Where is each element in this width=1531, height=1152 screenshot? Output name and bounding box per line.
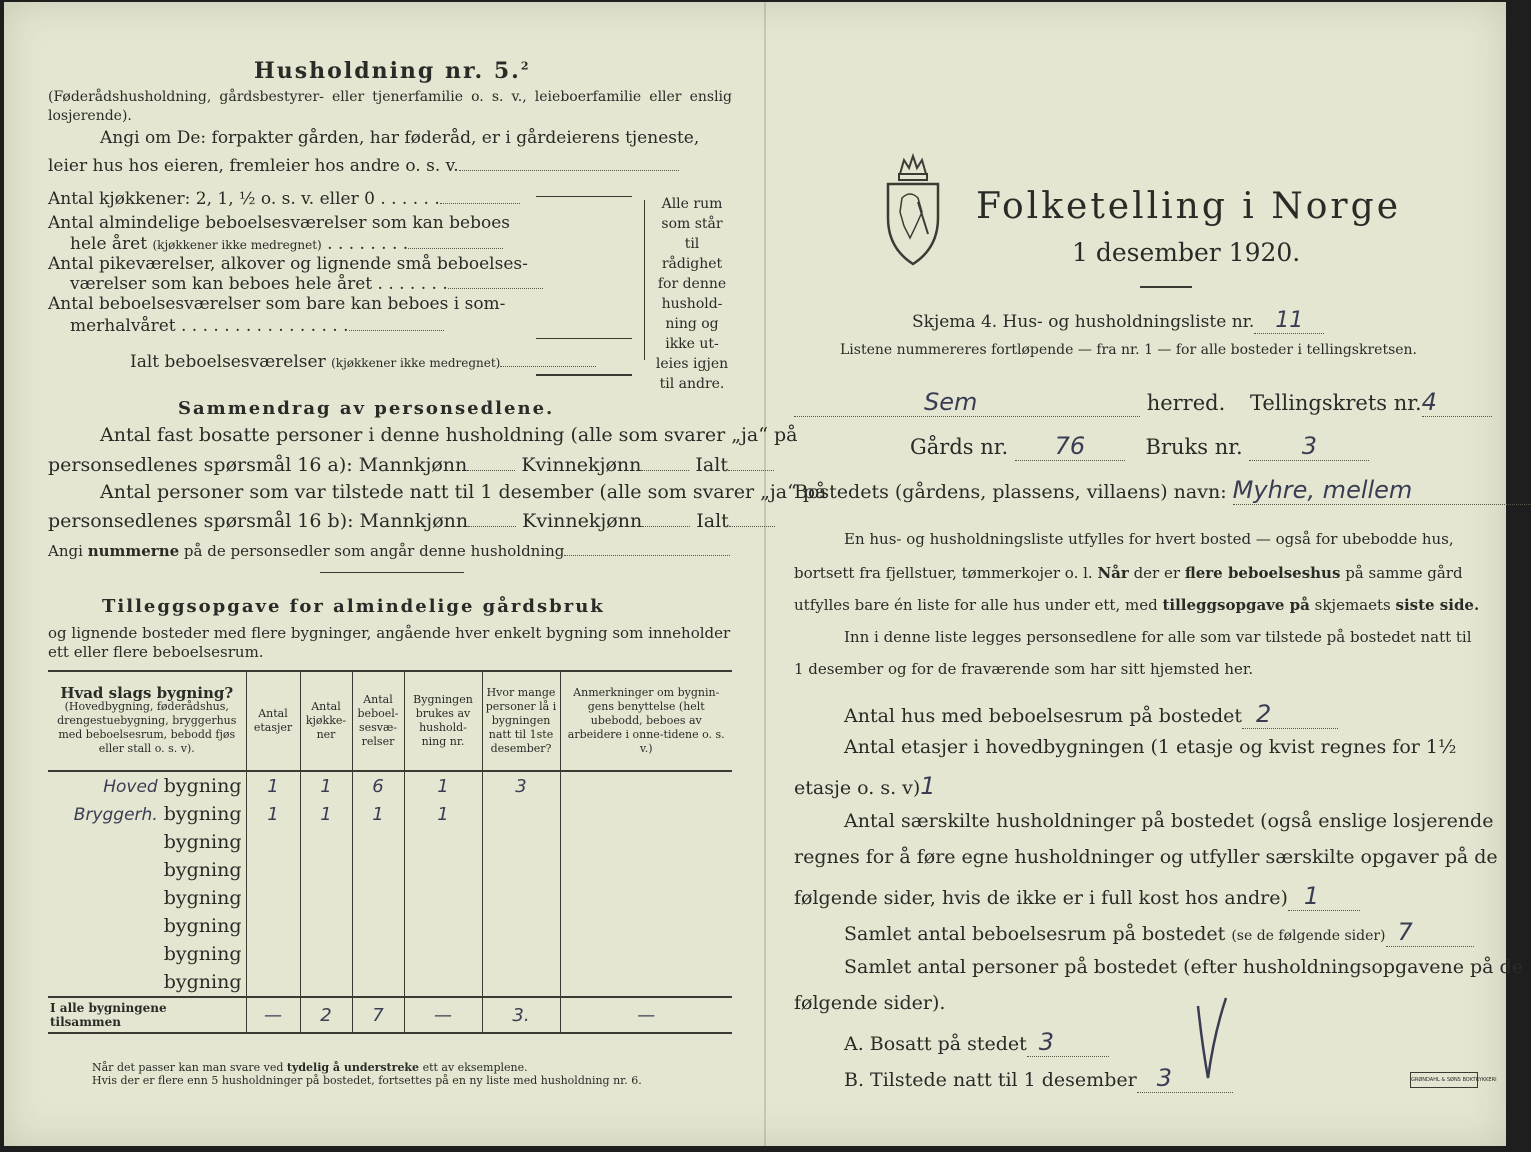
angi-nummerne-line <box>48 542 730 560</box>
bruks-value: 3 <box>1301 432 1317 460</box>
anmerkninger-cell[interactable] <box>560 800 732 828</box>
angi-answer-line[interactable] <box>459 170 679 171</box>
building-label: bygning <box>163 831 242 853</box>
col-vaerelser: Antal beboel-sesvæ-relser <box>352 671 404 771</box>
side-note-line: som står til <box>661 216 723 252</box>
etasjer-cell[interactable] <box>246 912 300 940</box>
anmerkninger-cell[interactable] <box>560 828 732 856</box>
side-note-line: til andre. <box>659 376 725 392</box>
col-type-note: (Hovedbygning, føderådshus, drengestuebygning, bryggerhus med beboelsesrum, bebodd fjøs eller stall o. s. v). <box>57 700 237 755</box>
building-label: bygning <box>163 859 242 881</box>
anmerkninger-cell[interactable] <box>560 771 732 800</box>
angi-line-1: Angi om De: forpakter gården, har føderåd, er i gårdeierens tjeneste, <box>100 128 700 148</box>
bosatt-line <box>844 1028 1109 1057</box>
para1-line3-d: siste side. <box>1395 596 1480 614</box>
para1-line3-b: tilleggsopgave på <box>1162 596 1310 614</box>
total-kjokkener[interactable]: 2 <box>300 997 352 1033</box>
printer-stamp: GRØNDAHL & SØNS BOKTRYKKERI <box>1410 1072 1478 1088</box>
skjema-line <box>912 308 1324 334</box>
tellingskrets-field[interactable] <box>1422 388 1492 417</box>
personer-cell[interactable] <box>482 856 560 884</box>
hus-value: 2 <box>1256 700 1272 728</box>
husholdninger-line-1: Antal særskilte husholdninger på bostedet (også enslige losjerende <box>844 810 1494 832</box>
husholdninger-value: 1 <box>1303 882 1320 910</box>
section-divider <box>320 572 464 573</box>
anmerkninger-cell[interactable] <box>560 968 732 997</box>
etasjer-line-1: Antal etasjer i hovedbygningen (1 etasje og kvist regnes for 1½ <box>844 736 1457 758</box>
building-type-cell[interactable] <box>48 940 246 968</box>
brukes-cell[interactable] <box>404 940 482 968</box>
footnote-1-bold: tydelig å understreke <box>286 1061 420 1074</box>
total-anmerkninger[interactable]: — <box>560 997 732 1033</box>
side-note-line: hushold- <box>661 296 723 312</box>
vaerelser-cell[interactable] <box>352 912 404 940</box>
summary-a-ialt-label: Ialt <box>695 454 728 476</box>
kjokkener-cell[interactable] <box>300 940 352 968</box>
samlet-rum-label: Samlet antal beboelsesrum på bostedet <box>844 923 1226 945</box>
col-type-title: Hvad slags bygning? <box>60 684 234 702</box>
col-etasjer: Antal etasjer <box>246 671 300 771</box>
anmerkninger-cell[interactable] <box>560 856 732 884</box>
brukes-cell[interactable] <box>404 884 482 912</box>
building-name: Bryggerh. <box>73 805 158 825</box>
census-form-sheet <box>4 2 1523 1146</box>
household-title <box>254 58 530 84</box>
rooms-line-2b <box>70 274 543 294</box>
rooms-line-3b <box>70 316 444 336</box>
vaerelser-cell[interactable] <box>352 940 404 968</box>
kitchen-answer-line[interactable] <box>440 203 520 204</box>
etasjer-cell[interactable] <box>246 940 300 968</box>
rooms-rule-top <box>536 196 632 197</box>
para2-line1: Inn i denne liste legges personsedlene for alle som var tilstede på bostedet natt til <box>844 628 1472 646</box>
husholdninger-field[interactable] <box>1288 882 1360 911</box>
building-row <box>48 771 732 800</box>
husholdninger-label: følgende sider, hvis de ikke er i full kost hos andre) <box>794 887 1288 909</box>
samlet-personer-line-1: Samlet antal personer på bostedet (efter husholdningsopgavene på de <box>844 956 1523 978</box>
angi-line-2 <box>48 156 679 176</box>
bosted-line <box>794 476 1531 505</box>
side-note-line: ikke ut- <box>665 336 719 352</box>
building-row <box>48 968 732 997</box>
angi-nummerne-pre: Angi <box>48 542 83 560</box>
tillegg-title: Tilleggsopgave for almindelige gårdsbruk <box>102 596 605 617</box>
etasjer-label: etasje o. s. v) <box>794 777 921 799</box>
para1-line3-a: utfylles bare én liste for alle hus under ett, med <box>794 596 1158 614</box>
building-type-cell[interactable] <box>48 800 246 828</box>
husholdninger-line-2: regnes for å føre egne husholdninger og utfyller særskilte opgaver på de <box>794 846 1498 868</box>
personer-cell[interactable]: 3 <box>482 771 560 800</box>
side-note-line: rådighet <box>661 256 723 272</box>
rooms-2-answer-line[interactable] <box>448 288 543 289</box>
angi-nummerne-field[interactable] <box>564 555 730 556</box>
para1-line3 <box>794 596 1479 614</box>
side-note-line: ning og <box>665 316 719 332</box>
building-label: bygning <box>163 887 242 909</box>
building-type-cell[interactable] <box>48 771 246 800</box>
total-vaerelser[interactable]: 7 <box>352 997 404 1033</box>
samlet-rum-line <box>844 918 1474 947</box>
herred-line <box>794 388 1492 417</box>
bruks-field[interactable] <box>1249 432 1369 461</box>
angi-nummerne-bold: nummerne <box>87 542 180 560</box>
rooms-line-1a: Antal almindelige beboelsesværelser som kan beboes <box>48 213 510 233</box>
building-row <box>48 828 732 856</box>
gards-value: 76 <box>1054 432 1086 460</box>
angi-nummerne-post: på de personsedler som angår denne husholdning <box>183 542 565 560</box>
summary-a-kvinne-field[interactable] <box>641 470 689 471</box>
summary-a-kvinne-label: Kvinnekjønn <box>521 454 642 476</box>
summary-b-mann-field[interactable] <box>468 526 516 527</box>
para1-line2-b: Når <box>1097 564 1129 582</box>
rooms-line-1b-text: hele året <box>70 234 148 254</box>
total-label: I alle bygningene tilsammen <box>50 1001 167 1029</box>
personer-cell[interactable] <box>482 940 560 968</box>
para1-line2-a: bortsett fra fjellstuer, tømmerkojer o. l. <box>794 564 1093 582</box>
summary-b-line-1: Antal personer som var tilstede natt til 1 desember (alle som svarer „ja“ på <box>100 481 827 503</box>
summary-b-kvinne-label: Kvinnekjønn <box>522 510 643 532</box>
summary-a-ialt-field[interactable] <box>728 470 774 471</box>
bosted-field[interactable] <box>1233 476 1531 505</box>
rooms-line-2a: Antal pikeværelser, alkover og lignende små beboelses- <box>48 254 528 274</box>
anmerkninger-cell[interactable] <box>560 912 732 940</box>
samlet-personer-line-2: følgende sider). <box>794 992 946 1014</box>
household-intro: (Føderådshusholdning, gårdsbestyrer- eller tjenerfamilie o. s. v., leieboerfamilie eller enslig losjerende). <box>48 89 732 124</box>
samlet-rum-note: (se de følgende sider) <box>1231 928 1386 944</box>
rooms-line-3a: Antal beboelsesværelser som bare kan beboes i som- <box>48 294 506 314</box>
etasjer-cell[interactable]: 1 <box>246 800 300 828</box>
vaerelser-cell[interactable]: 1 <box>352 800 404 828</box>
brukes-cell[interactable] <box>404 828 482 856</box>
footnote-1-post: ett av eksemplene. <box>422 1061 528 1074</box>
rooms-line-1b-note: (kjøkkener ikke medregnet) <box>152 238 322 252</box>
bosatt-value: 3 <box>1038 1028 1055 1056</box>
bosted-value: Myhre, mellem <box>1232 476 1413 504</box>
side-note-line: for denne <box>657 276 727 292</box>
vaerelser-cell[interactable] <box>352 828 404 856</box>
listene-note: Listene nummereres fortløpende — fra nr. 1 — for alle bosteder i tellingskretsen. <box>840 342 1418 358</box>
gards-field[interactable] <box>1015 432 1125 461</box>
footnote-1 <box>92 1061 528 1074</box>
summary-title: Sammendrag av personsedlene. <box>178 398 555 419</box>
tellingskrets-label: Tellingskrets nr. <box>1249 391 1422 415</box>
building-row <box>48 800 732 828</box>
para1-line2-d: flere beboelseshus <box>1184 564 1341 582</box>
gards-line <box>910 432 1369 461</box>
herred-label: herred. <box>1146 391 1226 415</box>
col-anmerkninger: Anmerkninger om bygnin-gens benyttelse (helt ubebodd, beboes av arbeidere i onne-tidene o. s. v.) <box>560 671 732 771</box>
building-row <box>48 884 732 912</box>
herred-value: Sem <box>924 388 978 416</box>
kitchen-line <box>48 189 520 209</box>
etasjer-cell[interactable]: 1 <box>246 771 300 800</box>
brukes-cell[interactable] <box>404 968 482 997</box>
building-label: bygning <box>163 971 242 993</box>
summary-b-text: personsedlenes spørsmål 16 b): Mannkjønn <box>48 510 469 532</box>
summary-b-ialt-field[interactable] <box>729 526 775 527</box>
summary-a-line-2 <box>48 454 774 476</box>
skjema-nr-value: 11 <box>1275 308 1304 333</box>
kjokkener-cell[interactable] <box>300 828 352 856</box>
total-rooms-rule <box>536 374 632 376</box>
etasjer-cell[interactable] <box>246 884 300 912</box>
rooms-line-1b: hele året (kjøkkener ikke medregnet) . . . . . . . . <box>70 234 503 254</box>
household-title-text: Husholdning nr. 5. <box>254 58 521 84</box>
rooms-rule-bottom <box>536 338 632 339</box>
col-brukes: Bygningen brukes av hushold-ning nr. <box>404 671 482 771</box>
anmerkninger-cell[interactable] <box>560 940 732 968</box>
building-table <box>48 670 732 1034</box>
rooms-3-answer-line[interactable] <box>349 330 444 331</box>
building-label: bygning <box>163 943 242 965</box>
vaerelser-cell[interactable]: 6 <box>352 771 404 800</box>
etasjer-cell[interactable] <box>246 968 300 997</box>
total-rooms-text: Ialt beboelsesværelser <box>130 352 326 372</box>
kjokkener-cell[interactable] <box>300 968 352 997</box>
kjokkener-cell[interactable]: 1 <box>300 771 352 800</box>
brukes-cell[interactable] <box>404 856 482 884</box>
building-row <box>48 912 732 940</box>
brukes-cell[interactable]: 1 <box>404 800 482 828</box>
brukes-cell[interactable] <box>404 912 482 940</box>
building-type-cell[interactable] <box>48 884 246 912</box>
building-type-cell[interactable] <box>48 912 246 940</box>
kitchen-text: Antal kjøkkener: 2, 1, ½ o. s. v. eller 0 . . . . . . <box>48 189 440 209</box>
side-note-line: Alle rum <box>661 196 723 212</box>
building-row <box>48 856 732 884</box>
building-type-cell[interactable] <box>48 828 246 856</box>
hus-line <box>844 700 1338 729</box>
tellingskrets-value: 4 <box>1421 388 1437 416</box>
samlet-rum-value: 7 <box>1397 918 1413 946</box>
vaerelser-cell[interactable] <box>352 968 404 997</box>
vaerelser-cell[interactable] <box>352 884 404 912</box>
para1-line2-c: der er <box>1133 564 1181 582</box>
samlet-rum-field[interactable] <box>1386 918 1474 947</box>
rooms-1-answer-line[interactable] <box>408 248 503 249</box>
page-fold <box>764 2 766 1146</box>
para1-line2 <box>794 564 1463 582</box>
building-row <box>48 940 732 968</box>
summary-b-ialt-label: Ialt <box>696 510 729 532</box>
bosted-label: Bostedets (gårdens, plassens, villaens) navn: <box>794 481 1227 503</box>
title-rule <box>1140 286 1192 288</box>
brukes-cell[interactable]: 1 <box>404 771 482 800</box>
etasjer-value[interactable]: 1 <box>920 772 936 800</box>
bosatt-label: A. Bosatt på stedet <box>844 1033 1027 1055</box>
para2-line2: 1 desember og for de fraværende som har sitt hjemsted her. <box>794 660 1254 678</box>
census-title: Folketelling i Norge <box>976 186 1401 227</box>
building-table-header <box>48 671 732 771</box>
total-brukes[interactable]: — <box>404 997 482 1033</box>
building-name: Hoved <box>103 777 158 797</box>
personer-cell[interactable] <box>482 968 560 997</box>
rooms-line-3b-text: merhalvåret . . . . . . . . . . . . . . . . <box>70 316 349 336</box>
skjema-nr-field[interactable] <box>1254 308 1324 334</box>
building-label: bygning <box>163 803 242 825</box>
household-title-sup: 2 <box>520 59 531 73</box>
personer-cell[interactable] <box>482 884 560 912</box>
gards-label: Gårds nr. <box>910 435 1009 459</box>
norway-coat-of-arms-icon <box>882 152 944 268</box>
building-label: bygning <box>163 775 242 797</box>
rooms-line-2b-text: værelser som kan beboes hele året . . . . . . . <box>70 274 448 294</box>
personer-cell[interactable] <box>482 912 560 940</box>
col-type <box>48 671 246 771</box>
side-note-line: leies igjen <box>655 356 729 372</box>
tillegg-sub-2: ett eller flere beboelsesrum. <box>48 643 264 661</box>
para1-line1: En hus- og husholdningsliste utfylles for hvert bosted — også for ubebodde hus, <box>844 530 1454 548</box>
total-rooms-line <box>130 352 596 372</box>
para1-line2-e: på samme gård <box>1345 564 1463 582</box>
checkmark-icon <box>1192 994 1232 1084</box>
personer-cell[interactable] <box>482 800 560 828</box>
building-total-row <box>48 997 732 1033</box>
kjokkener-cell[interactable] <box>300 912 352 940</box>
skjema-text: Skjema 4. Hus- og husholdningsliste nr. <box>912 312 1255 332</box>
summary-b-kvinne-field[interactable] <box>642 526 690 527</box>
hus-label: Antal hus med beboelsesrum på bostedet <box>844 705 1243 727</box>
etasjer-line-2 <box>794 772 936 800</box>
col-personer: Hvor mange personer lå i bygningen natt til 1ste desember? <box>482 671 560 771</box>
hus-field[interactable] <box>1242 700 1338 729</box>
side-note-bracket <box>644 200 645 360</box>
total-etasjer[interactable]: — <box>246 997 300 1033</box>
building-type-cell[interactable] <box>48 856 246 884</box>
angi-line-2-text: leier hus hos eieren, fremleier hos andre o. s. v. <box>48 156 459 176</box>
etasjer-cell[interactable] <box>246 856 300 884</box>
total-personer[interactable]: 3. <box>482 997 560 1033</box>
summary-a-line-1: Antal fast bosatte personer i denne husholdning (alle som svarer „ja“ på <box>100 424 798 446</box>
summary-a-mann-field[interactable] <box>467 470 515 471</box>
para1-line3-c: skjemaets <box>1314 596 1391 614</box>
tilstede-label: B. Tilstede natt til 1 desember <box>844 1069 1137 1091</box>
footnote-1-pre: Når det passer kan man svare ved <box>92 1061 284 1074</box>
tilstede-line <box>844 1064 1233 1093</box>
total-rooms-answer-line[interactable] <box>500 366 596 367</box>
col-kjokkener: Antal kjøkke-ner <box>300 671 352 771</box>
footnote-2: Hvis der er flere enn 5 husholdninger på bostedet, fortsettes på en ny liste med husholdning nr. 6. <box>92 1074 642 1087</box>
husholdninger-line-3 <box>794 882 1360 911</box>
etasjer-cell[interactable] <box>246 828 300 856</box>
vaerelser-cell[interactable] <box>352 856 404 884</box>
tillegg-sub-1: og lignende bosteder med flere bygninger, angående hver enkelt bygning som inneholder <box>48 624 731 642</box>
anmerkninger-cell[interactable] <box>560 884 732 912</box>
kjokkener-cell[interactable]: 1 <box>300 800 352 828</box>
tilstede-value: 3 <box>1156 1064 1172 1092</box>
census-date: 1 desember 1920. <box>1072 238 1301 267</box>
personer-cell[interactable] <box>482 828 560 856</box>
side-note <box>652 194 732 394</box>
bruks-label: Bruks nr. <box>1145 435 1243 459</box>
bosatt-field[interactable] <box>1027 1028 1109 1057</box>
building-type-cell[interactable] <box>48 968 246 997</box>
kjokkener-cell[interactable] <box>300 884 352 912</box>
herred-field[interactable] <box>794 388 1140 417</box>
summary-b-line-2 <box>48 510 775 532</box>
total-rooms-note: (kjøkkener ikke medregnet) <box>331 356 501 370</box>
building-label: bygning <box>163 915 242 937</box>
summary-a-text: personsedlenes spørsmål 16 a): Mannkjønn <box>48 454 468 476</box>
kjokkener-cell[interactable] <box>300 856 352 884</box>
